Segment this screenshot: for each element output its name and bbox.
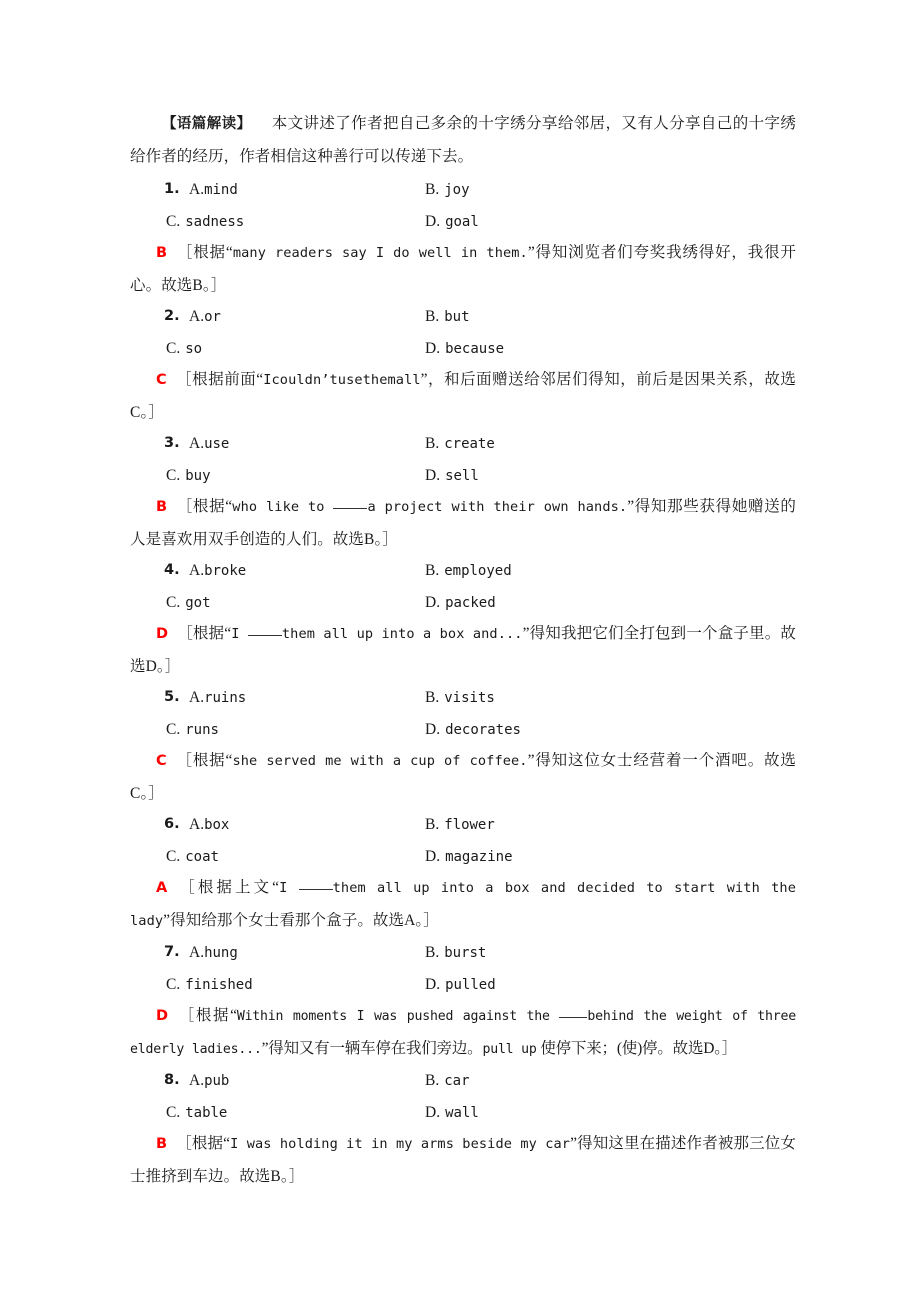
option-d: D. decorates bbox=[425, 720, 521, 738]
option-d: D. goal bbox=[425, 212, 479, 230]
question-block-2 bbox=[130, 301, 796, 428]
option-c: C. table bbox=[166, 1103, 228, 1121]
answer-letter: B bbox=[156, 245, 168, 261]
explanation-paragraph: D ［根据“Within moments I was pushed against the behind the weight of three elderly ladies...”得知又有一辆车停在我们旁边。pull up 使停下来；(使)停。故选D。］ bbox=[130, 1007, 796, 1057]
quoted-english-pre: I bbox=[231, 626, 248, 642]
quoted-english: I was holding it in my arms beside my car bbox=[230, 1136, 571, 1152]
explanation-prefix: ［根据 bbox=[176, 1135, 224, 1152]
option-d: D. sell bbox=[425, 466, 479, 484]
question-block-7 bbox=[130, 937, 796, 1065]
option-d: D. because bbox=[425, 339, 505, 357]
passage-analysis-text: 本文讲述了作者把自己多余的十字绣分享给邻居，又有人分享自己的十字绣给作者的经历，作者相信这种善行可以传递下去。 bbox=[130, 115, 796, 165]
option-row-ab bbox=[130, 428, 796, 460]
option-c: C. got bbox=[166, 593, 211, 611]
passage-analysis-label: 【语篇解读】 bbox=[162, 116, 252, 132]
answer-letter: D bbox=[156, 626, 169, 642]
option-b: B. visits bbox=[425, 689, 495, 706]
quoted-english-post: them all up into a box and decided to start with the lady bbox=[130, 880, 796, 929]
option-a: A.hung bbox=[189, 944, 238, 961]
explanation-suffix: ，和后面赠送给邻居们得知，前后是因果关系，故选C。］ bbox=[130, 371, 796, 421]
answer-letter: A bbox=[156, 880, 168, 896]
explanation-paragraph: D ［根据“I them all up into a box and...”得知我把它们全打包到一个盒子里。故选D。］ bbox=[130, 625, 796, 675]
option-row-cd bbox=[130, 587, 796, 619]
question-block-8 bbox=[130, 1065, 796, 1192]
quoted-english-post: them all up into a box and... bbox=[281, 626, 523, 642]
option-row-ab bbox=[130, 555, 796, 587]
fill-blank bbox=[248, 635, 282, 636]
passage-analysis-paragraph bbox=[130, 108, 796, 172]
explanation-suffix: 得知浏览者们夸奖我绣得好，我很开心。故选B。］ bbox=[130, 244, 796, 294]
answer-letter: C bbox=[156, 372, 167, 388]
option-row-cd bbox=[130, 841, 796, 873]
explanation-paragraph: B ［根据“many readers say I do well in them.”得知浏览者们夸奖我绣得好，我很开心。故选B。］ bbox=[130, 244, 796, 294]
option-a: A.box bbox=[189, 816, 230, 833]
option-a: A.or bbox=[189, 308, 221, 325]
quoted-english: many readers say I do well in them. bbox=[232, 245, 528, 261]
option-row-ab bbox=[130, 1065, 796, 1097]
phrase-term: pull up bbox=[482, 1041, 537, 1057]
option-d: D. magazine bbox=[425, 847, 513, 865]
question-number: 3. bbox=[164, 435, 180, 451]
quoted-english-pre: who like to bbox=[232, 499, 334, 515]
option-a: A.ruins bbox=[189, 689, 247, 706]
answer-letter: C bbox=[156, 753, 167, 769]
answer-letter: B bbox=[156, 1136, 168, 1152]
question-block-4 bbox=[130, 555, 796, 682]
option-a: A.pub bbox=[189, 1072, 230, 1089]
explanation-suffix: 得知这位女士经营着一个酒吧。故选C。］ bbox=[130, 752, 796, 802]
option-d: D. packed bbox=[425, 593, 496, 611]
question-number: 7. bbox=[164, 944, 180, 960]
option-a: A.mind bbox=[189, 181, 238, 198]
quoted-english-post: a project with their own hands. bbox=[367, 499, 628, 515]
option-a: A.use bbox=[189, 435, 230, 452]
option-c: C. buy bbox=[166, 466, 211, 484]
option-row-cd bbox=[130, 969, 796, 1001]
option-c: C. so bbox=[166, 339, 203, 357]
question-block-1 bbox=[130, 174, 796, 301]
answer-letter: B bbox=[156, 499, 168, 515]
explanation-suffix: 得知又有一辆车停在我们旁边。 bbox=[268, 1039, 483, 1057]
option-c: C. runs bbox=[166, 720, 219, 738]
explanation-prefix: ［根据 bbox=[176, 1007, 231, 1024]
question-number: 6. bbox=[164, 816, 180, 832]
fill-blank bbox=[333, 508, 367, 509]
option-b: B. burst bbox=[425, 944, 487, 961]
option-b: B. create bbox=[425, 435, 495, 452]
question-number: 8. bbox=[164, 1072, 180, 1088]
option-row-ab bbox=[130, 174, 796, 206]
explanation-paragraph: C ［根据“she served me with a cup of coffee.”得知这位女士经营着一个酒吧。故选C。］ bbox=[130, 752, 796, 802]
fill-blank bbox=[559, 1017, 587, 1018]
question-number: 4. bbox=[164, 562, 180, 578]
option-row-cd bbox=[130, 460, 796, 492]
option-row-ab bbox=[130, 937, 796, 969]
explanation-prefix: ［根据 bbox=[177, 625, 225, 642]
explanation-paragraph: A ［根据上文“I them all up into a box and decided to start with the lady”得知给那个女士看那个盒子。故选A。］ bbox=[130, 879, 796, 929]
quoted-english: Icouldn’tusethemall bbox=[263, 372, 421, 388]
question-block-3 bbox=[130, 428, 796, 555]
option-row-cd bbox=[130, 714, 796, 746]
explanation-suffix: 得知我把它们全打包到一个盒子里。故选D。］ bbox=[130, 625, 796, 675]
option-c: C. coat bbox=[166, 847, 219, 865]
option-d: D. wall bbox=[425, 1103, 479, 1121]
explanation-prefix: ［根据上文 bbox=[176, 879, 273, 896]
quoted-english-pre: I bbox=[279, 880, 299, 896]
option-row-ab bbox=[130, 301, 796, 333]
explanation-suffix: 得知这里在描述作者被那三位女士推挤到车边。故选B。］ bbox=[130, 1135, 796, 1185]
option-c: C. sadness bbox=[166, 212, 245, 230]
question-number: 2. bbox=[164, 308, 180, 324]
explanation-paragraph: B ［根据“who like to a project with their own hands.”得知那些获得她赠送的人是喜欢用双手创造的人们。故选B。］ bbox=[130, 498, 796, 548]
explanation-prefix: ［根据 bbox=[176, 244, 226, 261]
option-row-ab bbox=[130, 809, 796, 841]
question-number: 5. bbox=[164, 689, 180, 705]
option-c: C. finished bbox=[166, 975, 253, 993]
explanation-prefix: ［根据前面 bbox=[175, 371, 257, 388]
explanation-prefix: ［根据 bbox=[176, 498, 226, 515]
option-a: A.broke bbox=[189, 562, 247, 579]
quoted-english: she served me with a cup of coffee. bbox=[232, 753, 528, 769]
explanation-paragraph: B ［根据“I was holding it in my arms beside my car”得知这里在描述作者被那三位女士推挤到车边。故选B。］ bbox=[130, 1135, 796, 1185]
fill-blank bbox=[299, 889, 333, 890]
option-row-cd bbox=[130, 206, 796, 238]
question-number: 1. bbox=[164, 181, 180, 197]
option-row-ab bbox=[130, 682, 796, 714]
option-d: D. pulled bbox=[425, 975, 496, 993]
answer-letter: D bbox=[156, 1008, 168, 1024]
question-block-5 bbox=[130, 682, 796, 809]
option-b: B. but bbox=[425, 308, 470, 325]
explanation-prefix: ［根据 bbox=[175, 752, 226, 769]
quoted-english-post: behind the weight of three elderly ladies... bbox=[130, 1009, 796, 1057]
question-block-6 bbox=[130, 809, 796, 937]
explanation-suffix-2: 使停下来；(使)停。故选D。］ bbox=[536, 1039, 738, 1057]
explanation-suffix: 得知那些获得她赠送的人是喜欢用双手创造的人们。故选B。］ bbox=[130, 498, 796, 548]
quoted-english-pre: Within moments I was pushed against the bbox=[236, 1009, 560, 1024]
option-b: B. employed bbox=[425, 562, 512, 579]
option-b: B. joy bbox=[425, 181, 470, 198]
option-b: B. flower bbox=[425, 816, 495, 833]
page-content bbox=[130, 108, 796, 1192]
option-b: B. car bbox=[425, 1072, 470, 1089]
explanation-suffix: 得知给那个女士看那个盒子。故选A。］ bbox=[170, 911, 439, 929]
option-row-cd bbox=[130, 333, 796, 365]
explanation-paragraph: C ［根据前面“Icouldn’tusethemall”，和后面赠送给邻居们得知，前后是因果关系，故选C。］ bbox=[130, 371, 796, 421]
option-row-cd bbox=[130, 1097, 796, 1129]
